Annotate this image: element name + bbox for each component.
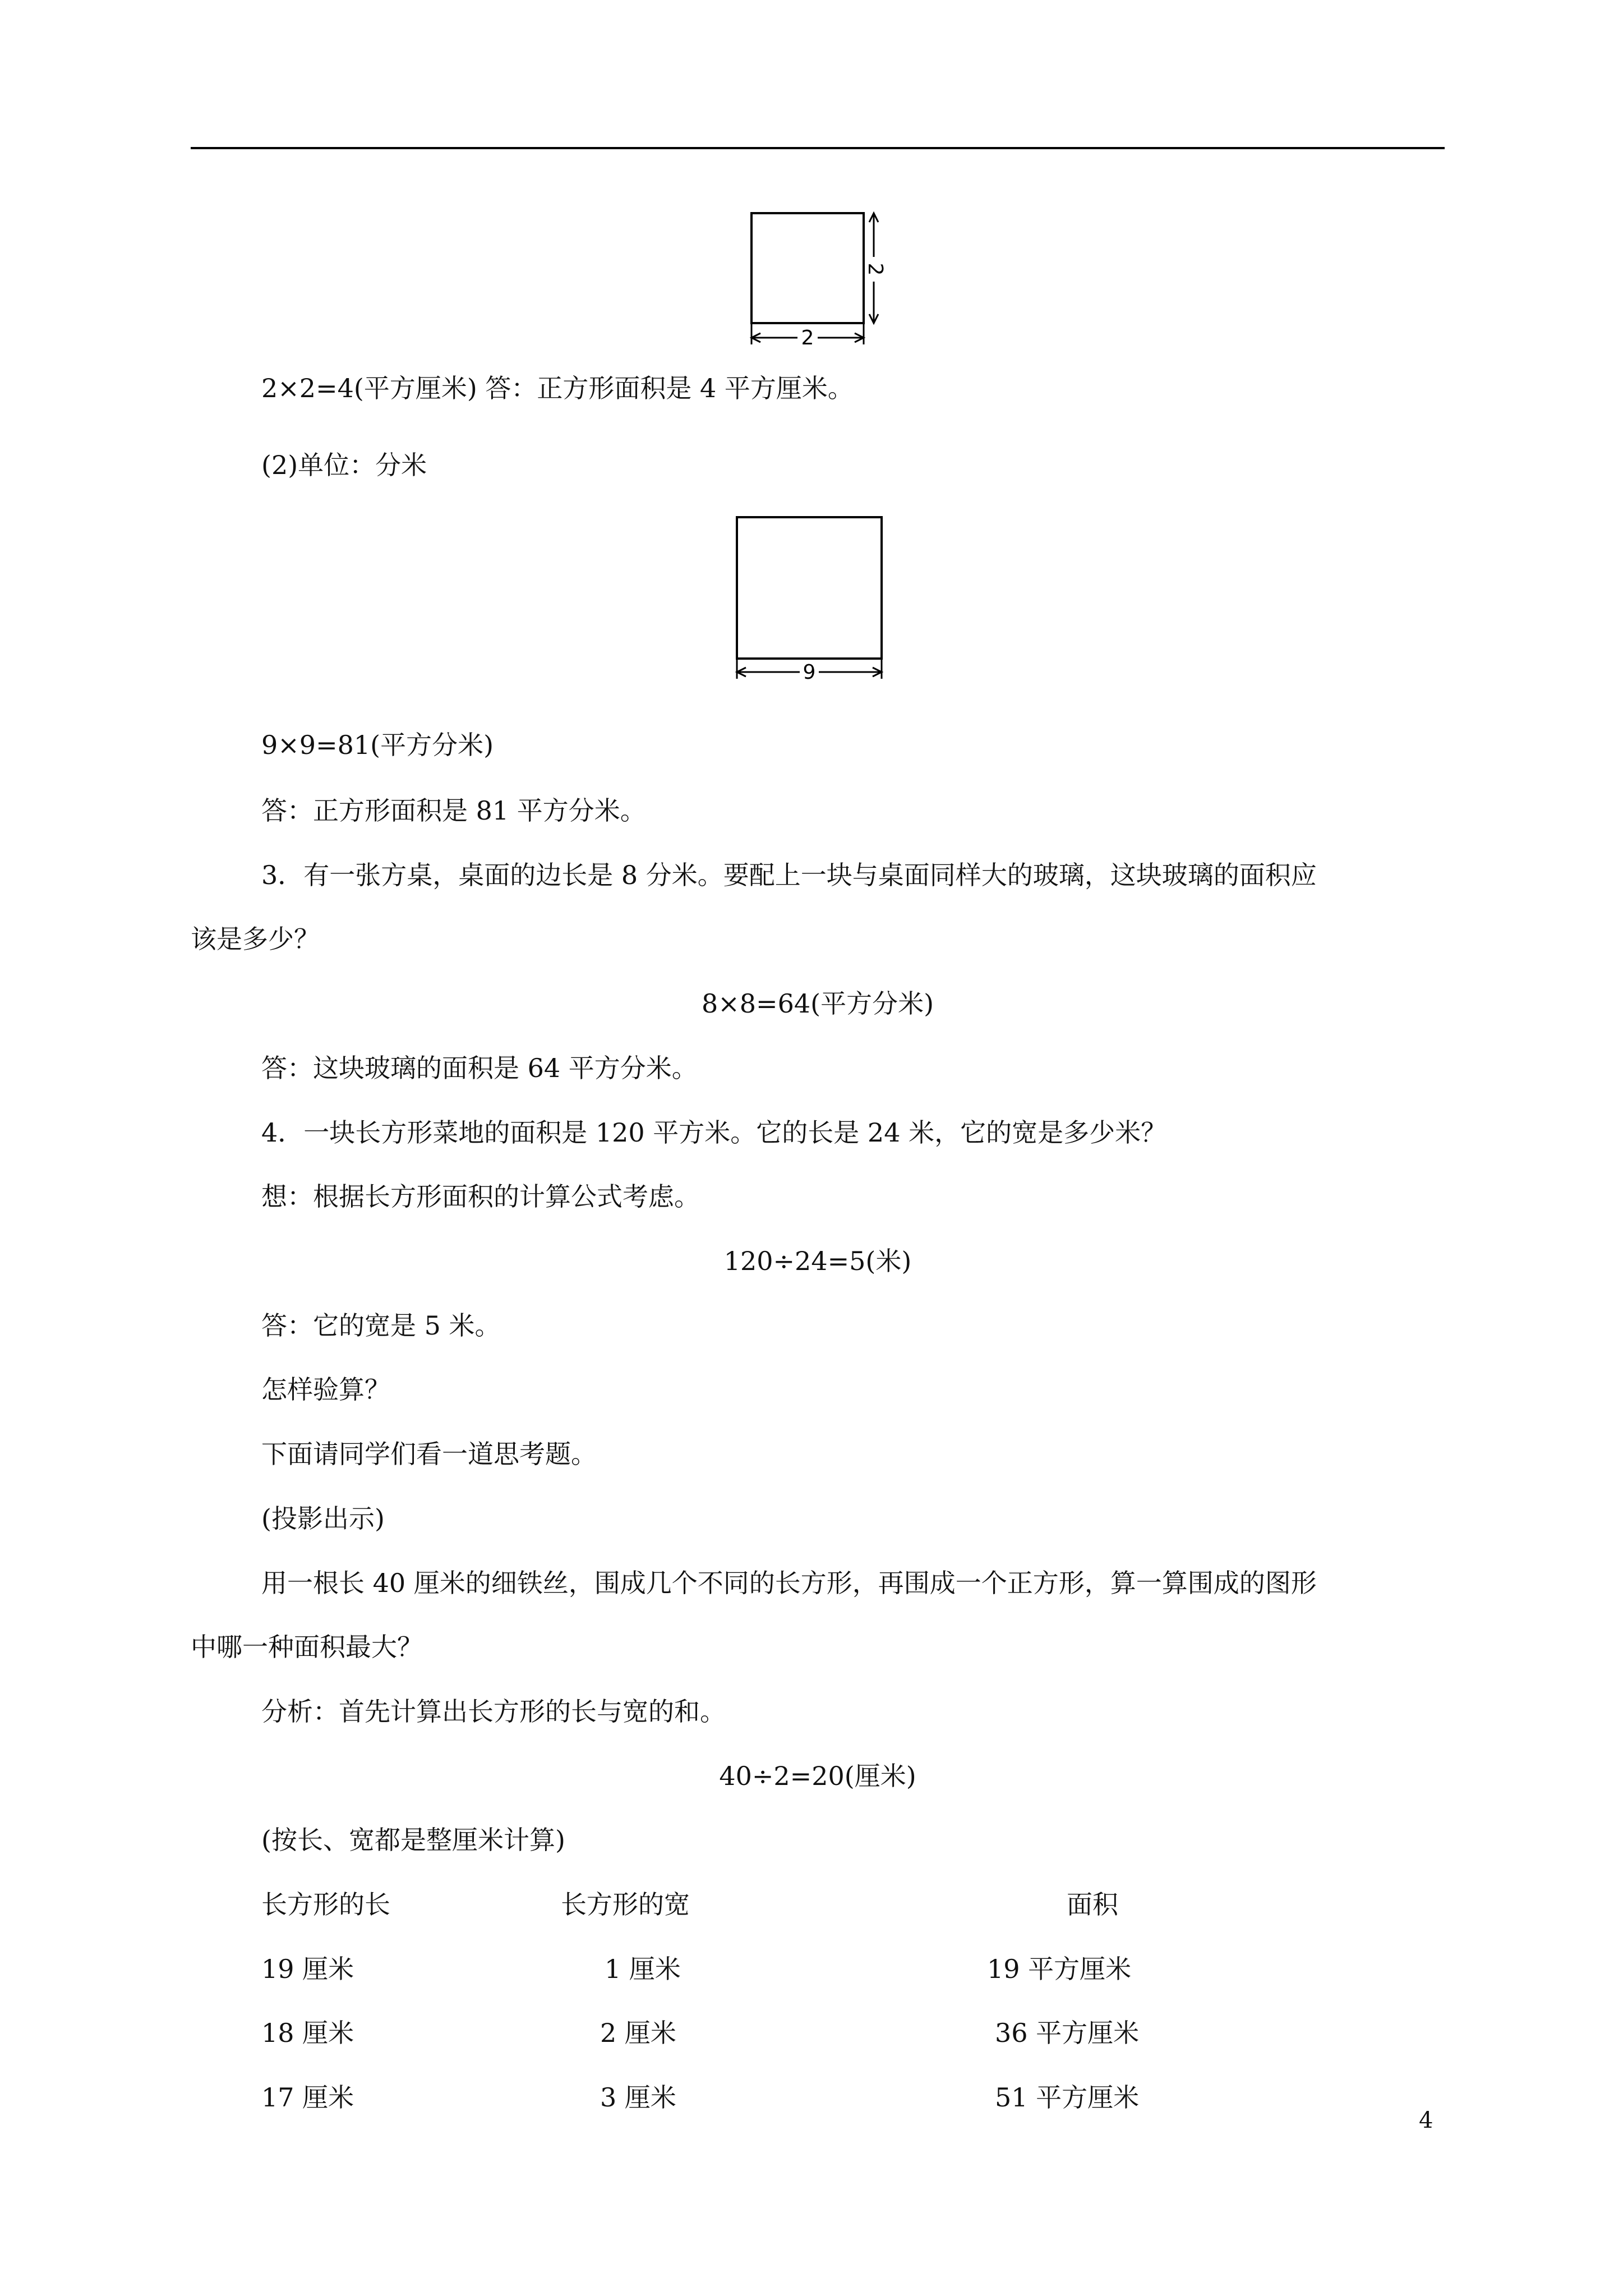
table-header-area: 面积 — [1067, 1889, 1118, 1920]
table-header-width: 长方形的宽 — [561, 1889, 690, 1920]
text-line-16: 用一根长 40 厘米的细铁丝，围成几个不同的长方形，再围成一个正方形，算一算围成的图形 — [261, 1568, 1317, 1598]
text-line-14: 下面请同学们看一道思考题。 — [261, 1439, 597, 1469]
square-figure-side-2 — [735, 208, 892, 353]
text-line-5: 3．有一张方桌，桌面的边长是 8 分米。要配上一块与桌面同样大的玻璃，这块玻璃的面积应 — [261, 860, 1317, 890]
table-cell-length: 18 厘米 — [261, 2018, 354, 2048]
table-cell-area: 51 平方厘米 — [995, 2082, 1140, 2113]
text-line-8: 答：这块玻璃的面积是 64 平方分米。 — [261, 1053, 698, 1083]
table-cell-length: 17 厘米 — [261, 2082, 354, 2113]
table-cell-area: 36 平方厘米 — [995, 2018, 1140, 2048]
text-line-3: 9×9=81(平方分米) — [261, 730, 494, 760]
text-line-18: 分析：首先计算出长方形的长与宽的和。 — [261, 1696, 726, 1727]
table-cell-width: 3 厘米 — [600, 2082, 676, 2113]
text-line-4: 答：正方形面积是 81 平方分米。 — [261, 795, 646, 826]
table-header-length: 长方形的长 — [261, 1889, 390, 1920]
text-line-20: (按长、宽都是整厘米计算) — [261, 1825, 565, 1855]
table-cell-area: 19 平方厘米 — [987, 1954, 1132, 1984]
square-figure-side-9 — [729, 510, 897, 684]
equation-1: 8×8=64(平方分米) — [701, 988, 934, 1019]
figure1-bottom-label: 2 — [801, 326, 814, 349]
text-line-2: (2)单位：分米 — [261, 450, 427, 480]
text-line-13: 怎样验算？ — [261, 1374, 390, 1405]
equation-3: 40÷2=20(厘米) — [719, 1761, 916, 1791]
text-line-17: 中哪一种面积最大？ — [191, 1632, 423, 1662]
figure2-bottom-label: 9 — [803, 661, 816, 684]
text-line-6: 该是多少？ — [191, 924, 320, 954]
equation-2: 120÷24=5(米) — [723, 1246, 912, 1276]
text-line-1: 2×2=4(平方厘米) 答：正方形面积是 4 平方厘米。 — [261, 373, 854, 403]
header-rule — [191, 147, 1445, 149]
page-number: 4 — [1419, 2108, 1433, 2133]
text-line-9: 4．一块长方形菜地的面积是 120 平方米。它的长是 24 米，它的宽是多少米？ — [261, 1117, 1167, 1148]
text-line-15: (投影出示) — [261, 1503, 385, 1534]
text-line-12: 答：它的宽是 5 米。 — [261, 1310, 501, 1341]
table-cell-length: 19 厘米 — [261, 1954, 354, 1984]
table-cell-width: 1 厘米 — [605, 1954, 681, 1984]
text-line-10: 想：根据长方形面积的计算公式考虑。 — [261, 1181, 700, 1212]
table-cell-width: 2 厘米 — [600, 2018, 676, 2048]
figure1-side-label: 2 — [864, 263, 887, 276]
